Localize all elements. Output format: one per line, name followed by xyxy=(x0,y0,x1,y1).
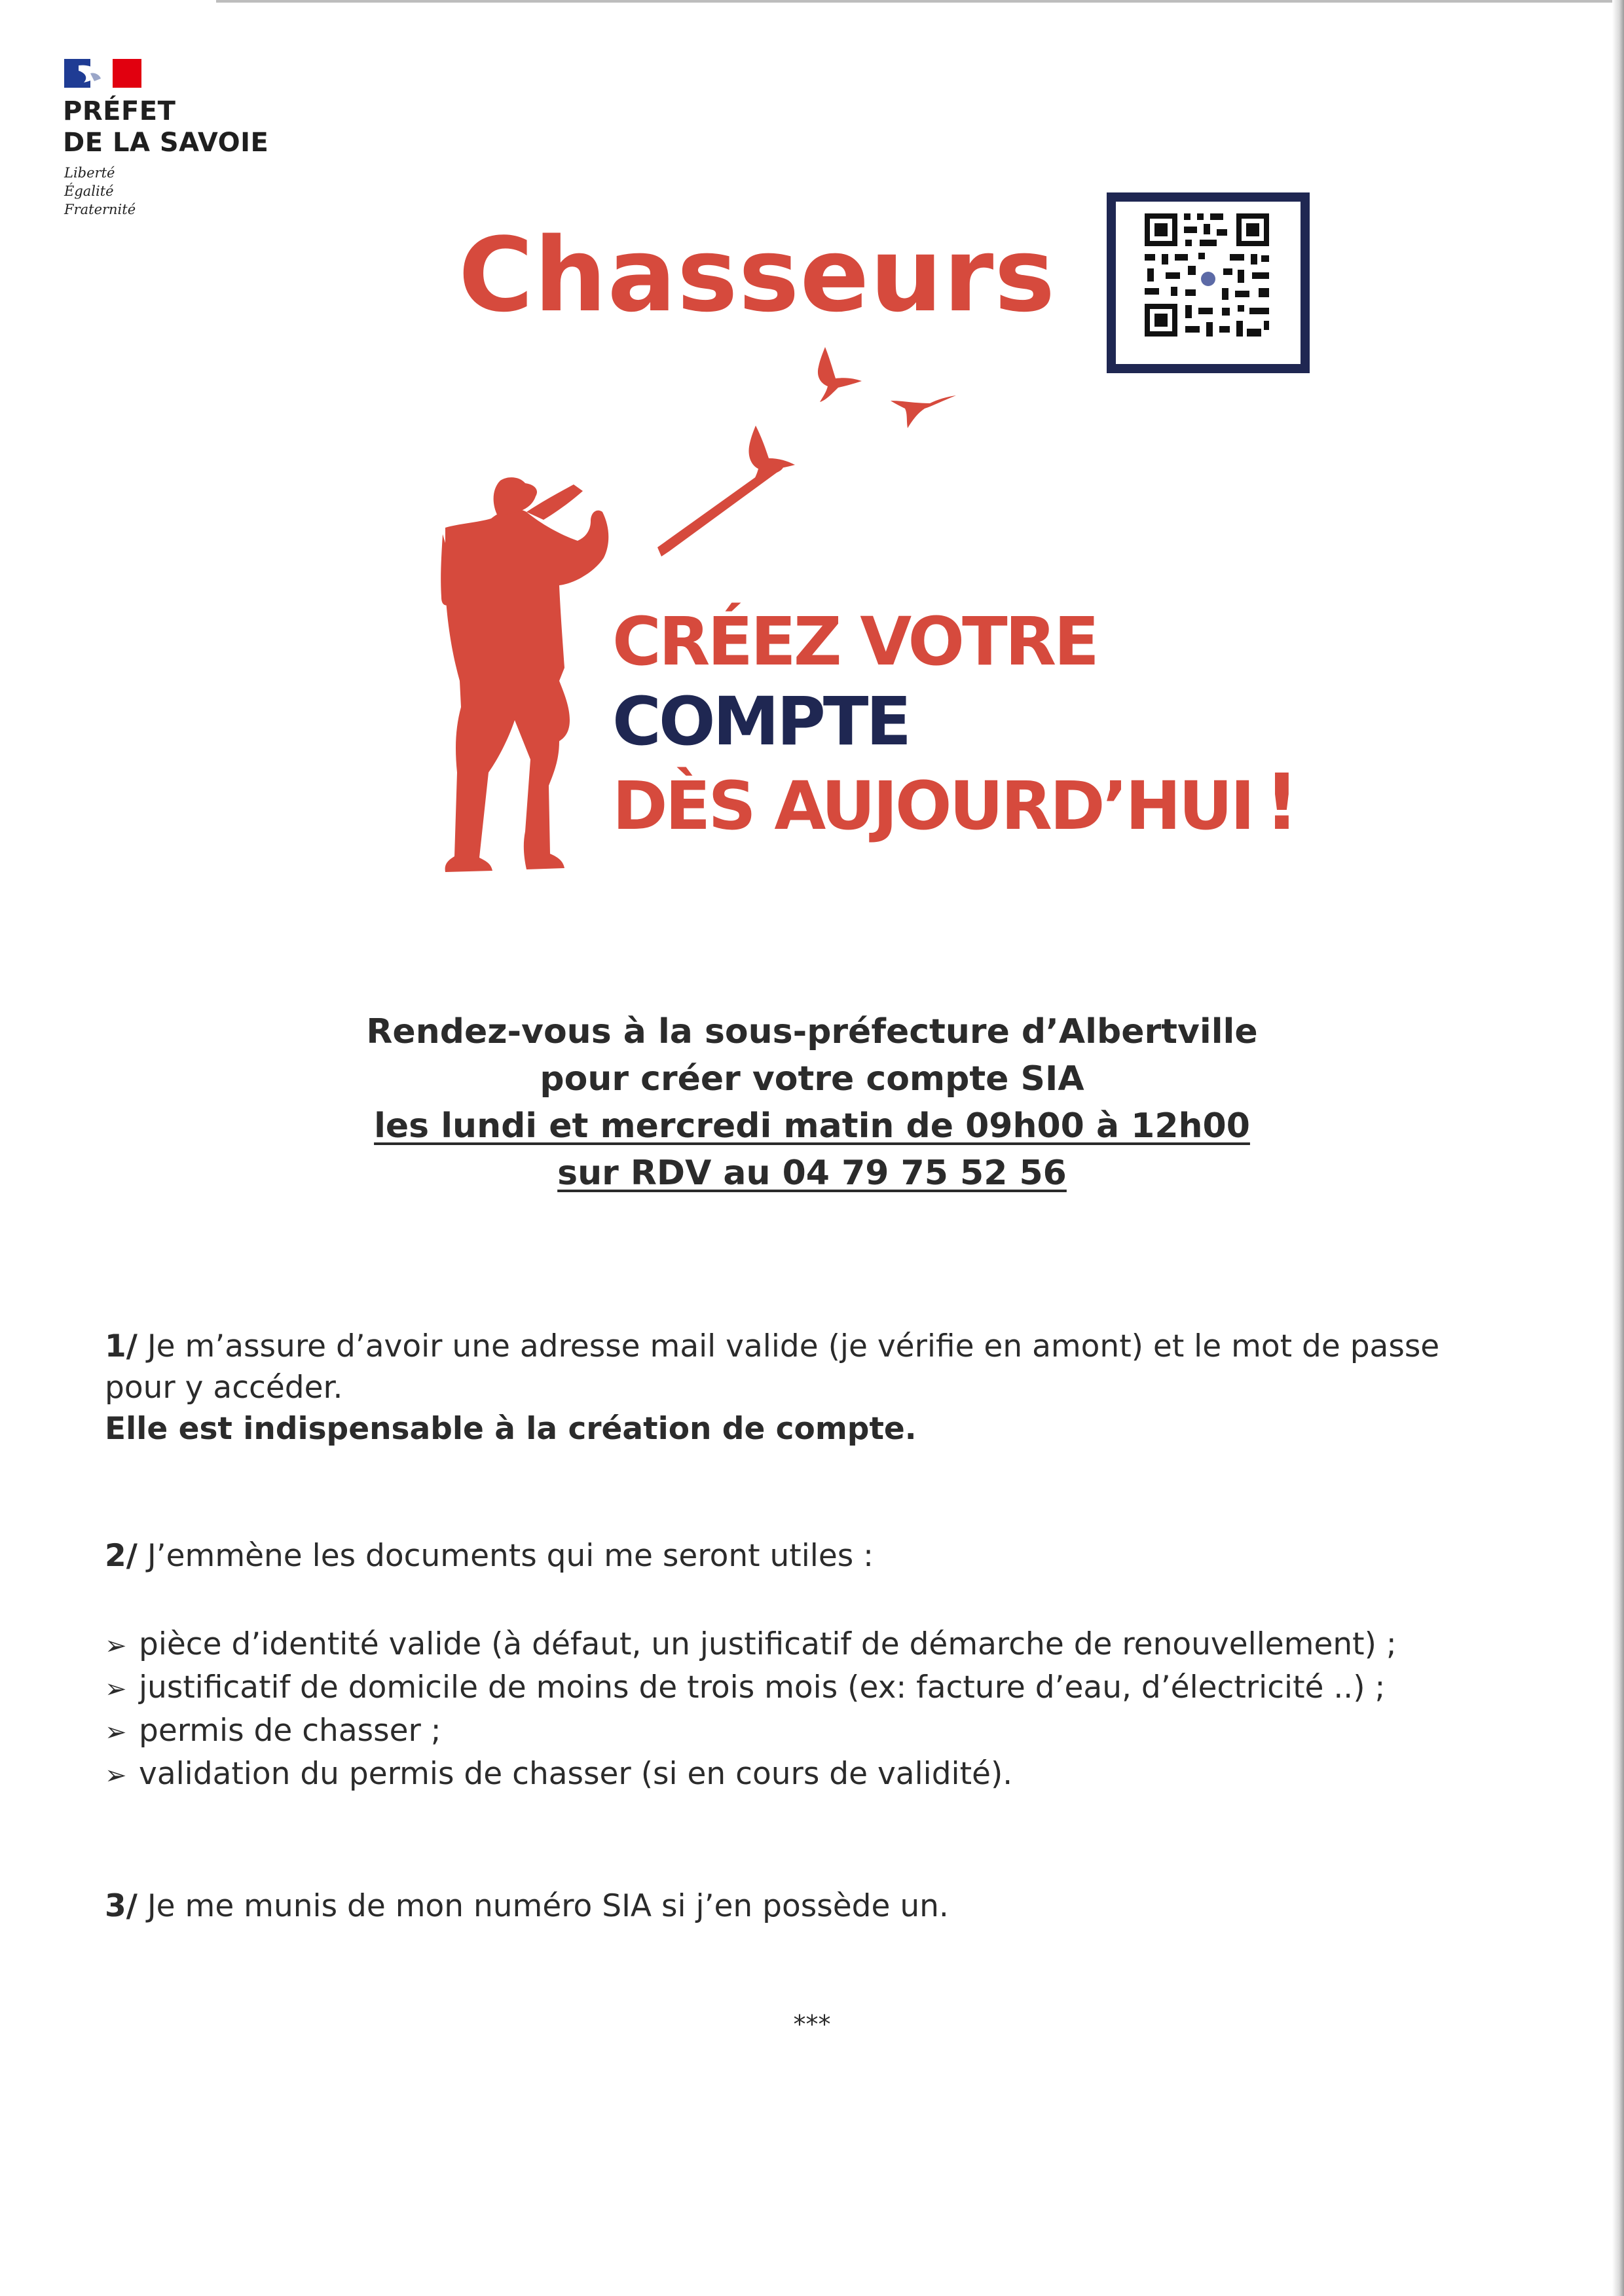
motto-liberte: Liberté xyxy=(64,165,115,181)
headline-line-1: CRÉEZ VOTRE xyxy=(612,603,1097,681)
headline-exclamation: ! xyxy=(1264,757,1300,847)
page-top-edge xyxy=(216,0,1624,3)
step-1-text: Je m’assure d’avoir une adresse mail valide (je vérifie en amont) et le mot de passe pour y accéder. xyxy=(105,1328,1440,1406)
poster-title: Chasseurs xyxy=(458,215,1056,335)
arrow-bullet-icon: ➢ xyxy=(105,1631,127,1661)
prefecture-name xyxy=(63,96,338,158)
step-3-text: Je me munis de mon numéro SIA si j’en possède un. xyxy=(137,1888,949,1924)
step-1-number: 1/ xyxy=(105,1328,138,1364)
list-item xyxy=(105,1710,1545,1753)
end-separator: *** xyxy=(793,2010,831,2039)
page-right-edge xyxy=(1612,0,1624,2296)
qr-code[interactable] xyxy=(1107,192,1310,373)
headline-line-3-text: DÈS AUJOURD’HUI xyxy=(612,767,1253,845)
list-item xyxy=(105,1624,1545,1667)
step-2-text: J’emmène les documents qui me seront utiles : xyxy=(137,1538,874,1574)
document-hunting-permit: permis de chasser ; xyxy=(139,1713,441,1749)
appointment-phone[interactable]: sur RDV au 04 79 75 52 56 xyxy=(557,1154,1067,1193)
headline xyxy=(612,602,1333,847)
headline-line-2: COMPTE xyxy=(612,683,910,761)
appointment-line-2: pour créer votre compte SIA xyxy=(540,1059,1084,1099)
arrow-bullet-icon: ➢ xyxy=(105,1674,127,1704)
marianne-flag-logo xyxy=(64,59,141,88)
appointment-hours: les lundi et mercredi matin de 09h00 à 12h00 xyxy=(374,1106,1250,1146)
list-item xyxy=(105,1667,1545,1710)
step-1 xyxy=(105,1326,1519,1449)
motto-egalite: Égalité xyxy=(64,183,114,199)
step-1-note: Elle est indispensable à la création de compte. xyxy=(105,1411,917,1447)
step-3-number: 3/ xyxy=(105,1888,138,1924)
step-2-number: 2/ xyxy=(105,1538,138,1574)
republic-motto xyxy=(64,164,195,219)
document-identity: pièce d’identité valide (à défaut, un justificatif de démarche de renouvellement) ; xyxy=(139,1626,1397,1662)
hunter-silhouette-icon xyxy=(441,477,608,872)
department-line: DE LA SAVOIE xyxy=(63,128,269,158)
headline-line-3 xyxy=(612,757,1333,847)
step-3 xyxy=(105,1886,1519,1927)
appointment-line-1: Rendez-vous à la sous-préfecture d’Albertville xyxy=(366,1012,1258,1051)
arrow-bullet-icon: ➢ xyxy=(105,1760,127,1791)
list-item xyxy=(105,1753,1545,1796)
prefet-line: PRÉFET xyxy=(63,96,176,126)
documents-list xyxy=(105,1624,1545,1796)
motto-fraternite: Fraternité xyxy=(64,202,136,217)
arrow-bullet-icon: ➢ xyxy=(105,1717,127,1747)
step-2 xyxy=(105,1535,1545,1576)
document-permit-validation: validation du permis de chasser (si en cours de validité). xyxy=(139,1756,1013,1792)
appointment-info xyxy=(223,1008,1401,1197)
document-address-proof: justificatif de domicile de moins de trois mois (ex: facture d’eau, d’électricité ..) ; xyxy=(139,1669,1386,1705)
